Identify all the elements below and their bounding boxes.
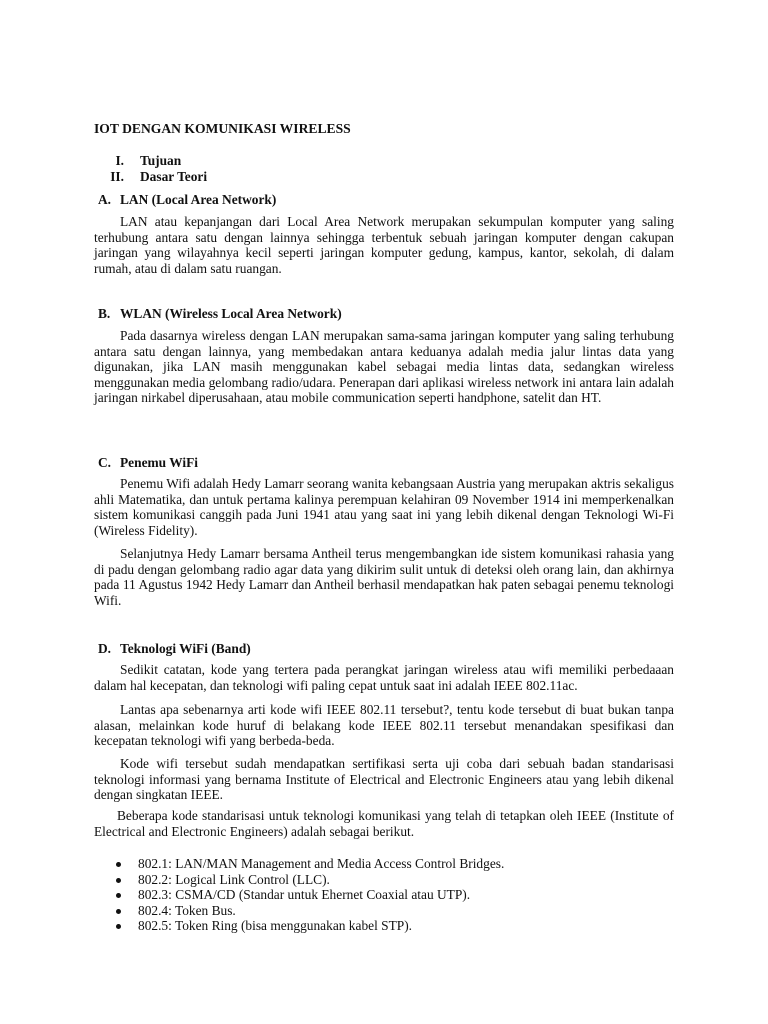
paragraph-penemu-1: Penemu Wifi adalah Hedy Lamarr seorang wanita kebangsaan Austria yang merupakan aktris sekaligus ahli Matematika, dan untuk pertama kalinya perempuan kelahiran 09 November 1914 ini memperkenalkan sistem komunikasi canggih pada Juni 1941 atau yang saat ini yang lebih dikenal dengan Teknologi Wi-Fi (Wireless Fidelity).: [94, 476, 674, 538]
bullet-icon: [116, 878, 121, 883]
toc-number: II.: [110, 169, 124, 184]
section-letter: B.: [98, 306, 111, 321]
section-heading-penemu-wifi: [98, 455, 198, 471]
section-heading-teknologi-wifi: [98, 641, 251, 657]
list-item-text: 802.5: Token Ring (bisa menggunakan kabel STP).: [138, 918, 413, 934]
bullet-icon: [116, 862, 121, 867]
list-item-text: 802.1: LAN/MAN Management and Media Access Control Bridges.: [138, 856, 505, 871]
section-title: WLAN (Wireless Local Area Network): [120, 306, 342, 321]
list-item: [112, 856, 504, 872]
section-letter: C.: [98, 455, 112, 470]
toc-label: Tujuan: [140, 153, 182, 168]
section-title: Penemu WiFi: [120, 455, 198, 470]
list-item: [112, 903, 504, 919]
bullet-icon: [116, 893, 121, 898]
paragraph-lan: LAN atau kepanjangan dari Local Area Network merupakan sekumpulan komputer yang saling terhubung antara satu dengan lainnya sehingga terbentuk sebuah jaringan komputer dengan cakupan jaringan yang wilayahnya kecil seperti jaringan komputer gedung, kampus, kantor, sekolah, di dalam rumah, atau di dalam satu ruangan.: [94, 214, 674, 276]
toc-item-dasar-teori: [100, 169, 207, 185]
section-title: Teknologi WiFi (Band): [120, 641, 251, 656]
bullet-icon: [116, 924, 121, 929]
toc-label: Dasar Teori: [140, 169, 208, 184]
section-letter: A.: [98, 192, 112, 207]
bullet-icon: [116, 909, 121, 914]
list-item-text: 802.2: Logical Link Control (LLC).: [138, 871, 330, 887]
section-heading-lan: [98, 192, 276, 208]
paragraph-teknologi-2: Lantas apa sebenarnya arti kode wifi IEEE 802.11 tersebut?, tentu kode tersebut di buat bukan tanpa alasan, melainkan kode huruf di belakang kode IEEE 802.11 tersebut menandakan spesifikasi dan kecepatan teknologi wifi yang berbeda-beda.: [94, 702, 674, 749]
list-item: [112, 918, 504, 934]
ieee-standards-list: [112, 856, 504, 934]
section-letter: D.: [98, 641, 112, 656]
list-item: [112, 872, 504, 888]
paragraph-teknologi-4: Beberapa kode standarisasi untuk teknologi komunikasi yang telah di tetapkan oleh IEEE (Institute of Electrical and Electronic Engineers) adalah sebagai berikut.: [94, 808, 674, 839]
paragraph-teknologi-1: Sedikit catatan, kode yang tertera pada perangkat jaringan wireless atau wifi memiliki perbedaaan dalam hal kecepatan, dan teknologi wifi paling cepat untuk saat ini adalah IEEE 802.11ac.: [94, 662, 674, 693]
list-item: [112, 887, 504, 903]
list-item-text: 802.3: CSMA/CD (Standar untuk Ehernet Coaxial atau UTP).: [138, 887, 471, 903]
section-title: LAN (Local Area Network): [120, 192, 277, 207]
paragraph-teknologi-3: Kode wifi tersebut sudah mendapatkan sertifikasi serta uji coba dari sebuah badan standarisasi teknologi informasi yang bernama Institute of Electrical and Electronic Engineers atau yang lebih dikenal dengan singkatan IEEE.: [94, 756, 674, 803]
document-title: IOT DENGAN KOMUNIKASI WIRELESS: [94, 121, 351, 136]
toc-item-tujuan: [100, 153, 181, 169]
list-item-text: 802.4: Token Bus.: [138, 902, 236, 918]
paragraph-penemu-2: Selanjutnya Hedy Lamarr bersama Antheil terus mengembangkan ide sistem komunikasi rahasia yang di padu dengan gelombang radio agar data yang dikirim sulit untuk di deteksi oleh orang lain, dan akhirnya pada 11 Agustus 1942 Hedy Lamarr dan Antheil berhasil mendapatkan hak paten sebagai penemu teknologi Wifi.: [94, 546, 674, 608]
paragraph-wlan: Pada dasarnya wireless dengan LAN merupakan sama-sama jaringan komputer yang saling terhubung antara satu dengan lainnya, yang membedakan antara keduanya adalah media jalur lintas data yang digunakan, jika LAN masih menggunakan kabel sebagai media lintas data, sedangkan wireless menggunakan media gelombang radio/udara. Penerapan dari aplikasi wireless network ini antara lain adalah jaringan nirkabel diperusahaan, atau mobile communication seperti handphone, satelit dan HT.: [94, 328, 674, 406]
toc-number: I.: [115, 153, 124, 168]
section-heading-wlan: [98, 306, 342, 322]
